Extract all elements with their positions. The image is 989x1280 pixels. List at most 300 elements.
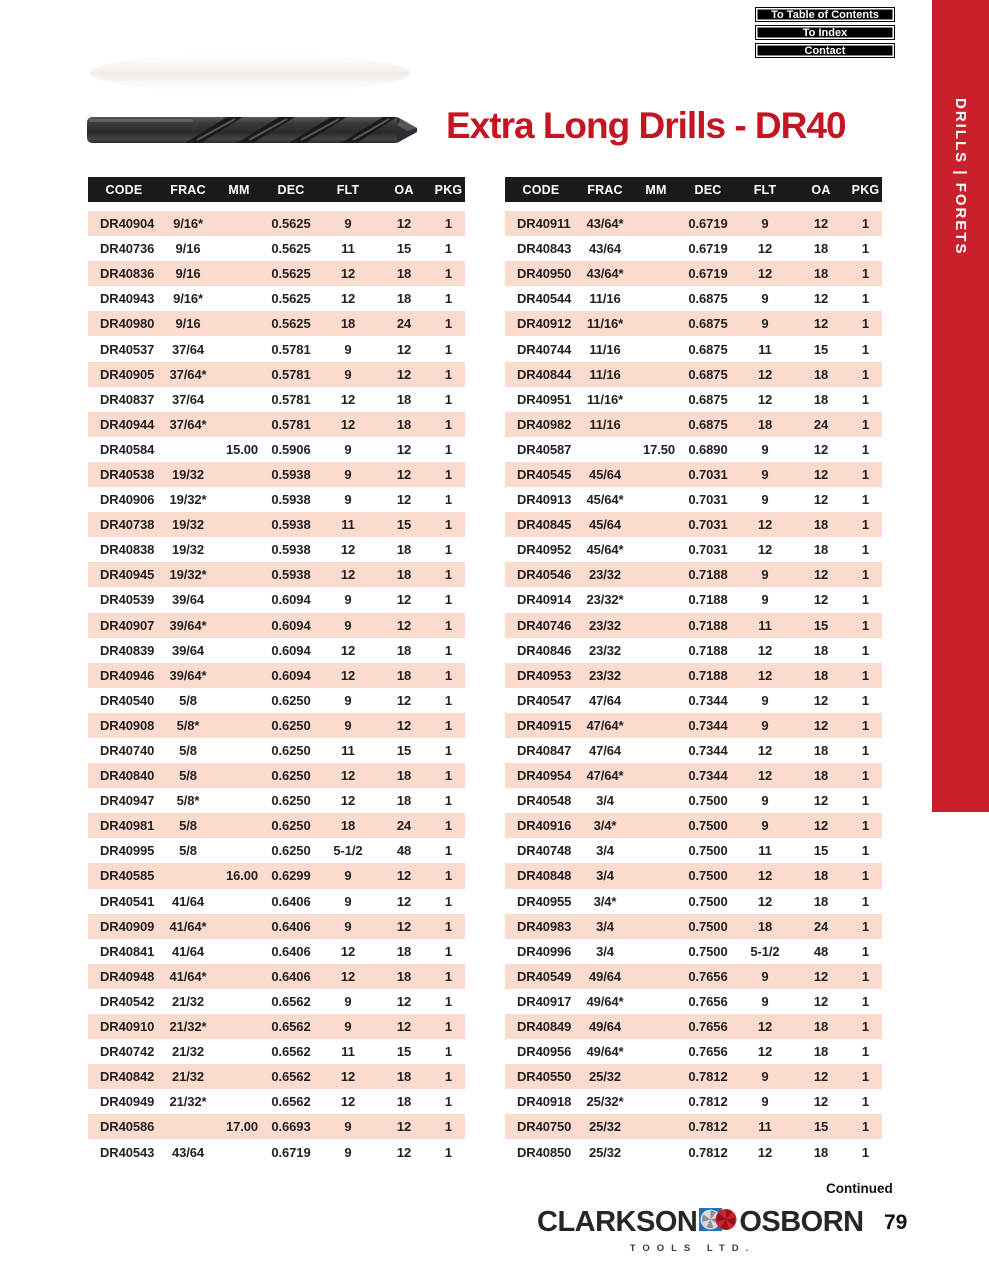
- cell-flt: 12: [757, 868, 773, 884]
- cell-code: DR40586: [100, 1119, 155, 1135]
- cell-pkg: 1: [861, 743, 870, 759]
- cell-pkg: 1: [444, 517, 453, 533]
- cell-flt: 9: [344, 492, 352, 508]
- cell-mm: 17.00: [225, 1119, 258, 1135]
- cell-dec: 0.5938: [271, 542, 311, 558]
- cell-oa: 15: [813, 843, 829, 859]
- cell-dec: 0.6406: [271, 968, 311, 984]
- cell-oa: 48: [396, 843, 412, 859]
- cell-pkg: 1: [444, 1019, 453, 1035]
- cell-frac: 19/32*: [169, 492, 207, 508]
- cell-frac: 21/32: [171, 1044, 205, 1060]
- cell-code: DR40980: [100, 316, 155, 332]
- table-row: [88, 914, 465, 939]
- cell-code: DR40544: [517, 291, 572, 307]
- cell-frac: 49/64*: [586, 993, 624, 1009]
- cell-dec: 0.7656: [688, 968, 728, 984]
- cell-flt: 12: [757, 642, 773, 658]
- table-row: [505, 964, 882, 989]
- table-row: [505, 813, 882, 838]
- cell-code: DR40839: [100, 642, 155, 658]
- cell-code: DR40541: [100, 893, 155, 909]
- table-row: [505, 989, 882, 1014]
- cell-frac: 3/4*: [593, 818, 617, 834]
- brand-name-left: CLARKSON: [537, 1206, 698, 1238]
- cell-frac: 9/16*: [173, 291, 203, 307]
- table-row: [505, 1089, 882, 1114]
- nav-button-to-index[interactable]: To Index: [755, 25, 895, 40]
- nav-button-contact[interactable]: Contact: [755, 43, 895, 58]
- cell-code: DR40840: [100, 768, 155, 784]
- cell-frac: 3/4: [596, 868, 614, 884]
- cell-dec: 0.6250: [271, 768, 311, 784]
- cell-frac: 3/4: [596, 843, 614, 859]
- table-row: [88, 462, 465, 487]
- cell-oa: 18: [813, 667, 829, 683]
- cell-oa: 18: [813, 768, 829, 784]
- cell-code: DR40584: [100, 441, 155, 457]
- cell-oa: 18: [396, 542, 412, 558]
- cell-code: DR40945: [100, 567, 155, 583]
- cell-flt: 9: [344, 893, 352, 909]
- cell-code: DR40841: [100, 943, 155, 959]
- cell-frac: 49/64*: [586, 1044, 624, 1060]
- cell-mm: 17.50: [642, 441, 675, 457]
- cell-flt: 9: [761, 216, 769, 232]
- cell-code: DR40913: [517, 492, 572, 508]
- cell-frac: 9/16: [175, 266, 201, 282]
- table-row: [88, 713, 465, 738]
- cell-pkg: 1: [861, 1069, 870, 1085]
- cell-pkg: 1: [861, 818, 870, 834]
- cell-code: DR40955: [517, 893, 572, 909]
- cell-oa: 12: [396, 617, 412, 633]
- cell-dec: 0.6406: [271, 918, 311, 934]
- cell-frac: 21/32: [171, 1069, 205, 1085]
- cell-dec: 0.6406: [271, 893, 311, 909]
- cell-oa: 18: [813, 366, 829, 382]
- cell-oa: 24: [396, 818, 412, 834]
- cell-mm: 15.00: [225, 441, 258, 457]
- table-row: [88, 236, 465, 261]
- cell-pkg: 1: [444, 793, 453, 809]
- table-row: [505, 236, 882, 261]
- cell-pkg: 1: [444, 818, 453, 834]
- cell-oa: 15: [396, 1044, 412, 1060]
- cell-flt: 18: [340, 818, 356, 834]
- cell-flt: 11: [758, 1119, 772, 1135]
- cell-dec: 0.5906: [271, 441, 311, 457]
- cell-frac: 5/8: [179, 818, 197, 834]
- cell-dec: 0.6250: [271, 743, 311, 759]
- cell-code: DR40917: [517, 993, 572, 1009]
- cell-frac: 19/32: [171, 466, 205, 482]
- cell-code: DR40550: [517, 1069, 572, 1085]
- cell-oa: 15: [396, 743, 412, 759]
- cell-dec: 0.7656: [688, 1019, 728, 1035]
- cell-frac: 25/32: [588, 1119, 622, 1135]
- cell-flt: 9: [761, 993, 769, 1009]
- cell-frac: 9/16: [175, 241, 201, 257]
- cell-code: DR40842: [100, 1069, 155, 1085]
- cell-flt: 9: [761, 592, 769, 608]
- brand-logo-icon: [699, 1206, 737, 1238]
- cell-oa: 12: [396, 893, 412, 909]
- table-row: [505, 763, 882, 788]
- cell-dec: 0.5625: [271, 266, 311, 282]
- cell-pkg: 1: [444, 893, 453, 909]
- table-row: [505, 939, 882, 964]
- cell-code: DR40846: [517, 642, 572, 658]
- table-row: [505, 838, 882, 863]
- cell-frac: 5/8*: [176, 717, 200, 733]
- cell-frac: 11/16: [589, 416, 621, 432]
- table-row: [88, 286, 465, 311]
- cell-dec: 0.5781: [271, 391, 311, 407]
- cell-frac: 19/32: [171, 517, 205, 533]
- cell-mm: 16.00: [225, 868, 258, 884]
- cell-pkg: 1: [861, 793, 870, 809]
- cell-flt: 9: [344, 717, 352, 733]
- cell-pkg: 1: [861, 667, 870, 683]
- cell-flt: 12: [757, 667, 773, 683]
- table-body: [505, 211, 882, 1165]
- cell-oa: 18: [396, 793, 412, 809]
- cell-dec: 0.7188: [688, 567, 728, 583]
- cell-dec: 0.6890: [688, 441, 728, 457]
- cell-frac: 11/16: [589, 291, 621, 307]
- cell-pkg: 1: [861, 1044, 870, 1060]
- cell-flt: 12: [340, 768, 356, 784]
- cell-flt: 9: [761, 316, 769, 332]
- cell-oa: 18: [813, 517, 829, 533]
- cell-code: DR40907: [100, 617, 155, 633]
- cell-frac: 23/32*: [586, 592, 624, 608]
- cell-dec: 0.6693: [271, 1119, 311, 1135]
- table-row: [88, 437, 465, 462]
- cell-code: DR40995: [100, 843, 155, 859]
- cell-flt: 9: [344, 466, 352, 482]
- cell-oa: 12: [396, 1144, 412, 1160]
- cell-dec: 0.5781: [271, 366, 311, 382]
- table-row: [88, 638, 465, 663]
- cell-pkg: 1: [444, 391, 453, 407]
- cell-oa: 12: [813, 793, 829, 809]
- cell-flt: 18: [340, 316, 356, 332]
- cell-oa: 12: [396, 466, 412, 482]
- cell-oa: 24: [396, 316, 412, 332]
- cell-flt: 11: [341, 517, 355, 533]
- table-row: [505, 713, 882, 738]
- cell-code: DR40906: [100, 492, 155, 508]
- column-header-code: CODE: [522, 182, 560, 197]
- cell-code: DR40836: [100, 266, 155, 282]
- cell-oa: 18: [396, 968, 412, 984]
- cell-flt: 9: [761, 818, 769, 834]
- cell-code: DR40736: [100, 241, 155, 257]
- cell-oa: 18: [813, 241, 829, 257]
- cell-code: DR40914: [517, 592, 572, 608]
- cell-frac: 47/64*: [586, 717, 624, 733]
- cell-pkg: 1: [861, 768, 870, 784]
- cell-frac: 9/16: [175, 316, 201, 332]
- cell-dec: 0.6250: [271, 692, 311, 708]
- table-row: [88, 537, 465, 562]
- cell-code: DR40911: [517, 216, 571, 232]
- table-row: [88, 1089, 465, 1114]
- column-header-mm: MM: [645, 182, 667, 197]
- cell-pkg: 1: [861, 1144, 870, 1160]
- section-side-tab-label: DRILLS | FORETS: [952, 98, 969, 256]
- cell-code: DR40548: [517, 793, 572, 809]
- cell-flt: 12: [757, 542, 773, 558]
- cell-frac: 11/16*: [586, 316, 624, 332]
- cell-pkg: 1: [444, 768, 453, 784]
- cell-code: DR40845: [517, 517, 572, 533]
- cell-frac: 41/64: [171, 893, 205, 909]
- cell-frac: 37/64: [171, 341, 205, 357]
- table-row: [88, 211, 465, 236]
- cell-pkg: 1: [444, 241, 453, 257]
- cell-code: DR40848: [517, 868, 572, 884]
- cell-pkg: 1: [444, 993, 453, 1009]
- table-row: [505, 914, 882, 939]
- table-row: [88, 362, 465, 387]
- cell-pkg: 1: [861, 1094, 870, 1110]
- cell-dec: 0.6875: [688, 341, 728, 357]
- cell-flt: 12: [340, 266, 356, 282]
- cell-oa: 18: [813, 1044, 829, 1060]
- cell-dec: 0.7344: [688, 692, 728, 708]
- cell-flt: 9: [344, 617, 352, 633]
- cell-dec: 0.7344: [688, 743, 728, 759]
- cell-oa: 18: [396, 291, 412, 307]
- cell-oa: 18: [813, 743, 829, 759]
- cell-dec: 0.6094: [271, 617, 311, 633]
- cell-dec: 0.7031: [688, 542, 728, 558]
- table-row: [505, 412, 882, 437]
- cell-flt: 9: [761, 717, 769, 733]
- column-header-flt: FLT: [753, 182, 777, 197]
- cell-flt: 12: [757, 743, 773, 759]
- column-header-frac: FRAC: [170, 182, 206, 197]
- cell-pkg: 1: [861, 868, 870, 884]
- cell-frac: 43/64*: [586, 216, 624, 232]
- cell-frac: 19/32*: [169, 567, 207, 583]
- cell-pkg: 1: [444, 943, 453, 959]
- cell-dec: 0.7031: [688, 466, 728, 482]
- cell-frac: 25/32*: [586, 1094, 624, 1110]
- cell-flt: 12: [340, 416, 356, 432]
- cell-pkg: 1: [861, 291, 870, 307]
- cell-dec: 0.6875: [688, 316, 728, 332]
- cell-dec: 0.7344: [688, 768, 728, 784]
- cell-flt: 12: [340, 642, 356, 658]
- table-row: [88, 1064, 465, 1089]
- cell-oa: 12: [396, 993, 412, 1009]
- cell-dec: 0.5625: [271, 216, 311, 232]
- cell-oa: 12: [813, 216, 829, 232]
- cell-frac: 23/32: [588, 617, 622, 633]
- cell-dec: 0.6562: [271, 1069, 311, 1085]
- cell-dec: 0.7031: [688, 492, 728, 508]
- table-row: [88, 738, 465, 763]
- table-row: [505, 1039, 882, 1064]
- cell-code: DR40918: [517, 1094, 572, 1110]
- cell-code: DR40983: [517, 918, 572, 934]
- cell-pkg: 1: [861, 592, 870, 608]
- cell-dec: 0.6250: [271, 818, 311, 834]
- cell-flt: 9: [761, 1069, 769, 1085]
- table-row: [505, 387, 882, 412]
- cell-code: DR40947: [100, 793, 155, 809]
- cell-pkg: 1: [861, 968, 870, 984]
- cell-frac: 5/8: [179, 692, 197, 708]
- cell-code: DR40915: [517, 717, 572, 733]
- cell-oa: 18: [396, 266, 412, 282]
- cell-frac: 23/32: [588, 642, 622, 658]
- table-row: [505, 562, 882, 587]
- cell-flt: 18: [757, 918, 773, 934]
- cell-frac: 37/64: [171, 391, 205, 407]
- cell-pkg: 1: [444, 642, 453, 658]
- cell-frac: 37/64*: [169, 416, 207, 432]
- cell-oa: 15: [396, 241, 412, 257]
- cell-code: DR40847: [517, 743, 572, 759]
- brand-logo: [537, 1206, 864, 1238]
- cell-dec: 0.6875: [688, 416, 728, 432]
- cell-code: DR40587: [517, 441, 572, 457]
- cell-oa: 18: [813, 266, 829, 282]
- cell-flt: 9: [761, 1094, 769, 1110]
- cell-pkg: 1: [444, 441, 453, 457]
- table-row: [88, 412, 465, 437]
- cell-pkg: 1: [861, 567, 870, 583]
- cell-flt: 11: [758, 617, 772, 633]
- cell-dec: 0.5938: [271, 492, 311, 508]
- cell-code: DR40951: [517, 391, 572, 407]
- cell-pkg: 1: [444, 717, 453, 733]
- cell-pkg: 1: [861, 241, 870, 257]
- cell-dec: 0.7500: [688, 843, 728, 859]
- cell-oa: 18: [396, 667, 412, 683]
- cell-pkg: 1: [861, 943, 870, 959]
- cell-oa: 12: [396, 717, 412, 733]
- cell-flt: 5-1/2: [750, 943, 780, 959]
- cell-pkg: 1: [861, 266, 870, 282]
- cell-dec: 0.6094: [271, 592, 311, 608]
- column-header-frac: FRAC: [587, 182, 623, 197]
- drill-bit-photo: [85, 45, 420, 155]
- cell-pkg: 1: [444, 466, 453, 482]
- cell-flt: 12: [340, 1069, 356, 1085]
- column-header-pkg: PKG: [434, 182, 463, 197]
- cell-pkg: 1: [861, 492, 870, 508]
- cell-oa: 48: [813, 943, 829, 959]
- cell-code: DR40982: [517, 416, 572, 432]
- cell-oa: 12: [813, 441, 829, 457]
- drill-table-left: [88, 177, 465, 1165]
- cell-pkg: 1: [861, 1119, 870, 1135]
- cell-code: DR40540: [100, 692, 155, 708]
- cell-pkg: 1: [861, 692, 870, 708]
- cell-dec: 0.7188: [688, 667, 728, 683]
- cell-dec: 0.7812: [688, 1094, 728, 1110]
- cell-pkg: 1: [444, 416, 453, 432]
- cell-code: DR40844: [517, 366, 572, 382]
- table-row: [88, 1039, 465, 1064]
- table-row: [88, 261, 465, 286]
- table-body: [88, 211, 465, 1165]
- cell-code: DR40545: [517, 466, 572, 482]
- cell-oa: 18: [396, 768, 412, 784]
- cell-frac: 39/64: [171, 592, 205, 608]
- cell-flt: 9: [761, 968, 769, 984]
- cell-dec: 0.5625: [271, 316, 311, 332]
- cell-oa: 18: [813, 391, 829, 407]
- cell-code: DR40744: [517, 341, 572, 357]
- cell-dec: 0.6719: [688, 266, 728, 282]
- cell-oa: 12: [396, 216, 412, 232]
- cell-code: DR40837: [100, 391, 155, 407]
- cell-dec: 0.7188: [688, 642, 728, 658]
- cell-flt: 11: [341, 1044, 355, 1060]
- cell-code: DR40943: [100, 291, 155, 307]
- cell-dec: 0.6562: [271, 1019, 311, 1035]
- column-header-mm: MM: [228, 182, 250, 197]
- table-row: [505, 261, 882, 286]
- table-row: [88, 562, 465, 587]
- cell-pkg: 1: [861, 717, 870, 733]
- cell-code: DR40746: [517, 617, 572, 633]
- cell-frac: 47/64: [588, 692, 622, 708]
- cell-flt: 5-1/2: [333, 843, 363, 859]
- cell-pkg: 1: [444, 918, 453, 934]
- cell-oa: 12: [813, 592, 829, 608]
- cell-code: DR40996: [517, 943, 572, 959]
- cell-oa: 18: [813, 868, 829, 884]
- cell-oa: 12: [813, 1094, 829, 1110]
- cell-oa: 12: [396, 592, 412, 608]
- cell-dec: 0.6094: [271, 642, 311, 658]
- cell-oa: 12: [396, 868, 412, 884]
- cell-code: DR40748: [517, 843, 572, 859]
- cell-flt: 12: [757, 366, 773, 382]
- cell-pkg: 1: [444, 1094, 453, 1110]
- cell-code: DR40949: [100, 1094, 155, 1110]
- cell-oa: 12: [396, 492, 412, 508]
- cell-pkg: 1: [861, 216, 870, 232]
- cell-flt: 9: [344, 216, 352, 232]
- cell-flt: 9: [344, 441, 352, 457]
- nav-button-to-table-of-contents[interactable]: To Table of Contents: [755, 7, 895, 22]
- table-row: [88, 613, 465, 638]
- cell-dec: 0.7500: [688, 818, 728, 834]
- cell-oa: 12: [813, 993, 829, 1009]
- cell-oa: 15: [813, 341, 829, 357]
- table-row: [88, 1139, 465, 1164]
- cell-dec: 0.7031: [688, 517, 728, 533]
- table-row: [88, 663, 465, 688]
- table-row: [505, 311, 882, 336]
- cell-oa: 18: [396, 642, 412, 658]
- table-row: [505, 663, 882, 688]
- cell-code: DR40944: [100, 416, 155, 432]
- cell-pkg: 1: [861, 316, 870, 332]
- cell-dec: 0.5938: [271, 517, 311, 533]
- cell-dec: 0.7500: [688, 943, 728, 959]
- cell-oa: 18: [396, 943, 412, 959]
